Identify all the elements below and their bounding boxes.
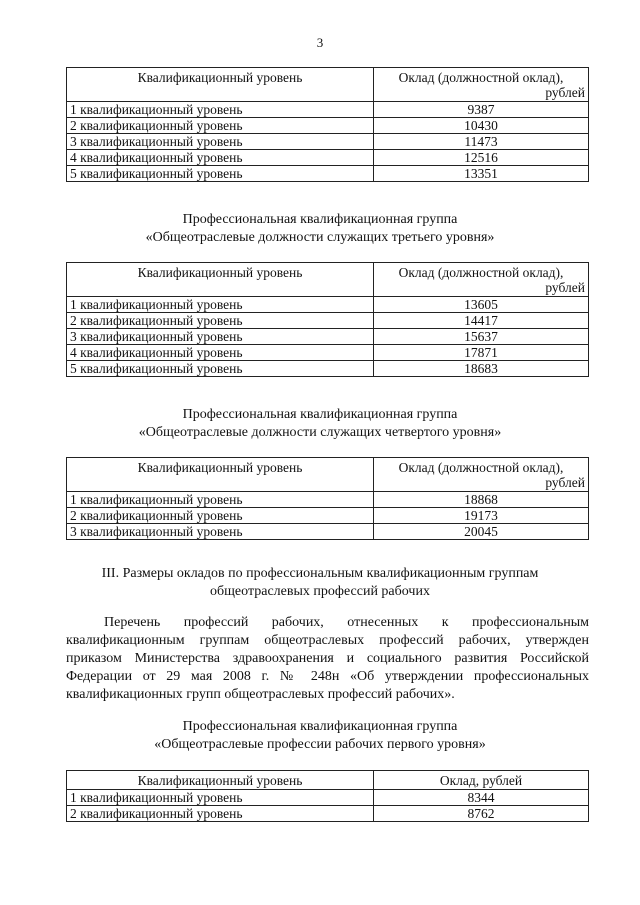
salary-table-4 (66, 770, 589, 822)
table-row: 4 квалификационный уровень 17871 (67, 345, 589, 361)
group-heading-workers-first-level: Профессиональная квалификационная группа «Общеотраслевые профессии рабочих первого уровня» (154, 719, 486, 752)
table-row: 5 квалификационный уровень 18683 (67, 361, 589, 377)
page-number: 3 (316, 35, 324, 50)
table-row: 2 квалификационный уровень 14417 (67, 313, 589, 329)
header-salary: Оклад, рублей (374, 771, 589, 790)
table-row: 4 квалификационный уровень 12516 (67, 150, 589, 166)
table-row: 2 квалификационный уровень 10430 (67, 118, 589, 134)
header-level: Квалификационный уровень (67, 458, 374, 492)
header-salary: Оклад (должностной оклад), рублей (374, 263, 589, 297)
table-row: 1 квалификационный уровень 9387 (67, 102, 589, 118)
table-header-row (67, 263, 589, 297)
group-heading-third-level: Профессиональная квалификационная группа «Общеотраслевые должности служащих третьего уровня» (145, 212, 495, 245)
table-row: 3 квалификационный уровень 20045 (67, 524, 589, 540)
table-header-row (67, 458, 589, 492)
table-row: 1 квалификационный уровень 8344 (67, 790, 589, 806)
header-salary: Оклад (должностной оклад), рублей (374, 68, 589, 102)
header-salary: Оклад (должностной оклад), рублей (374, 458, 589, 492)
table-row: 1 квалификационный уровень 18868 (67, 492, 589, 508)
header-level: Квалификационный уровень (67, 771, 374, 790)
table-row: 1 квалификационный уровень 13605 (67, 297, 589, 313)
table-row: 3 квалификационный уровень 11473 (67, 134, 589, 150)
section-heading: III. Размеры окладов по профессиональным квалификационным группам общеотраслевых профессий рабочих (101, 566, 539, 599)
salary-table-2 (66, 262, 589, 377)
header-level: Квалификационный уровень (67, 68, 374, 102)
table-row: 2 квалификационный уровень 8762 (67, 806, 589, 822)
header-level: Квалификационный уровень (67, 263, 374, 297)
salary-table-3 (66, 457, 589, 540)
body-paragraph: Перечень профессий рабочих, отнесенных к профессиональным квалификационным группам общеотраслевых профессий рабочих, утвержден приказом Министерства здравоохранения и социального развития Российской Федерации от 29 мая 2008 г. № 248н «Об утверждении профессиональных квалификационных групп общеотраслевых профессий рабочих». (66, 615, 589, 702)
group-heading-fourth-level: Профессиональная квалификационная группа «Общеотраслевые должности служащих четвертого уровня» (138, 407, 502, 440)
table-row: 5 квалификационный уровень 13351 (67, 166, 589, 182)
table-row: 2 квалификационный уровень 19173 (67, 508, 589, 524)
salary-table-1 (66, 67, 589, 182)
table-row: 3 квалификационный уровень 15637 (67, 329, 589, 345)
table-header-row (67, 68, 589, 102)
table-header-row (67, 771, 589, 790)
